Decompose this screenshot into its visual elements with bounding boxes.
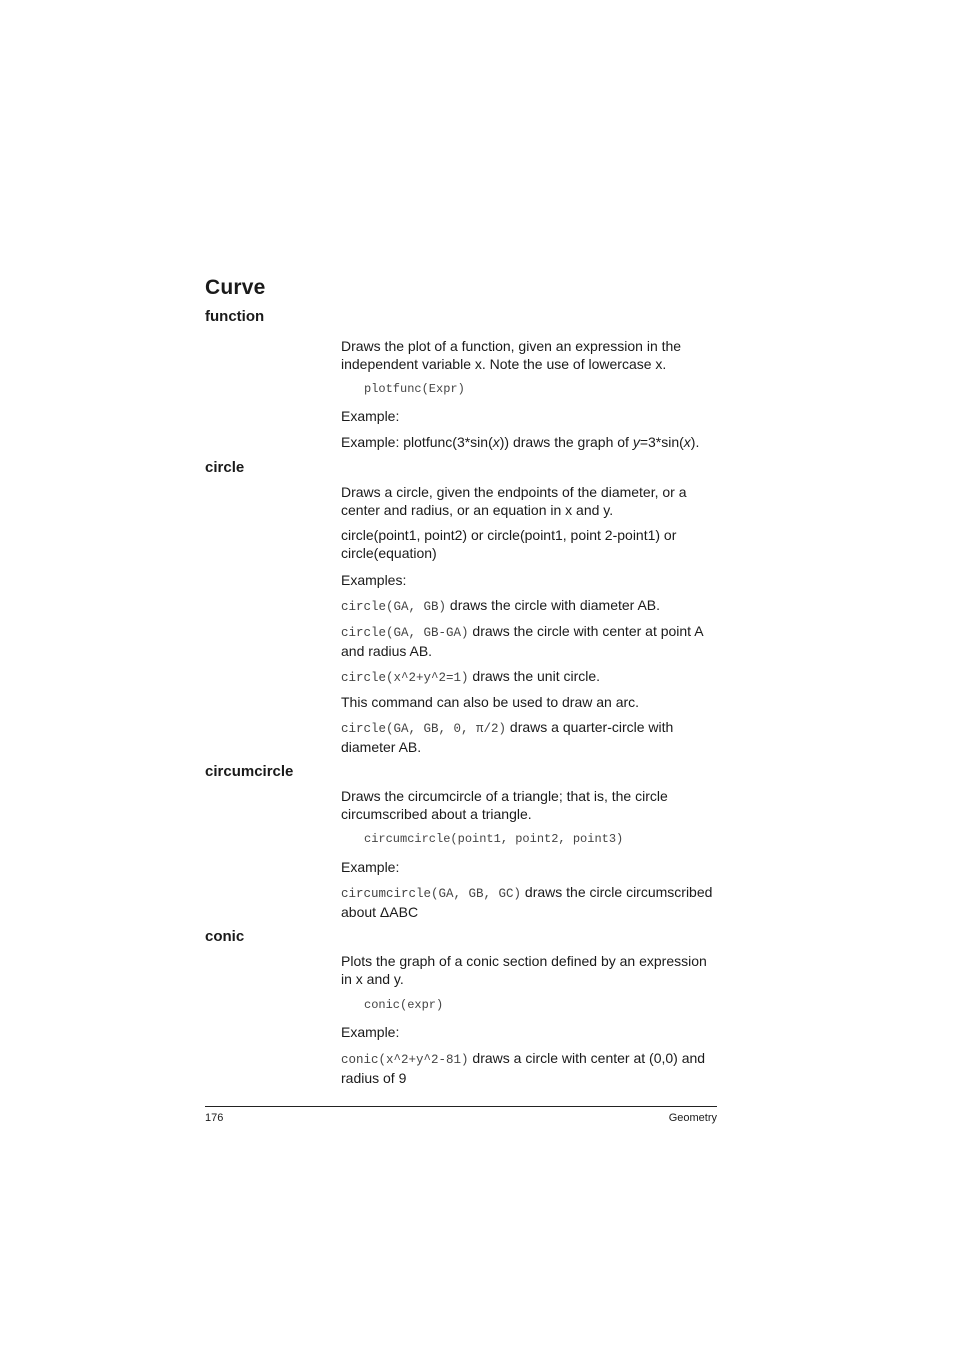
conic-example: conic(x^2+y^2-81) draws a circle with center at (0,0) and radius of 9	[341, 1050, 706, 1086]
circumcircle-description: Draws the circumcircle of a triangle; that is, the circle circumscribed about a triangle.	[341, 788, 668, 822]
chapter-name: Geometry	[668, 1112, 717, 1124]
circumcircle-syntax: circumcircle(point1, point2, point3)	[364, 832, 624, 846]
function-example: Example: plotfunc(3*sin(x)) draws the graph of y=3*sin(x).	[341, 434, 700, 450]
heading-conic: conic	[205, 928, 245, 945]
circle-example-3: circle(x^2+y^2=1) draws the unit circle.	[341, 668, 601, 685]
function-example-label: Example:	[341, 408, 400, 424]
function-description: Draws the plot of a function, given an expression in the independent variable x. Note the use of lowercase x.	[341, 338, 682, 372]
footer-rule	[205, 1106, 717, 1107]
section-title: Curve	[205, 276, 266, 299]
circle-description: Draws a circle, given the endpoints of the diameter, or a center and radius, or an equation in x and y.	[341, 484, 687, 518]
conic-example-label: Example:	[341, 1024, 400, 1040]
page-number: 176	[205, 1112, 224, 1124]
function-syntax: plotfunc(Expr)	[364, 382, 465, 396]
conic-syntax: conic(expr)	[364, 998, 444, 1012]
circle-arc-note: This command can also be used to draw an arc.	[341, 694, 640, 710]
circle-example-2: circle(GA, GB-GA) draws the circle with center at point A and radius AB.	[341, 623, 703, 659]
circle-examples-label: Examples:	[341, 572, 407, 588]
circumcircle-example-label: Example:	[341, 859, 400, 875]
circle-example-4: circle(GA, GB, 0, π/2) draws a quarter-circle with diameter AB.	[341, 719, 674, 755]
heading-circumcircle: circumcircle	[205, 763, 294, 780]
heading-function: function	[205, 308, 265, 325]
circumcircle-example: circumcircle(GA, GB, GC) draws the circle circumscribed about ΔABC	[341, 884, 713, 920]
heading-circle: circle	[205, 459, 245, 476]
conic-description: Plots the graph of a conic section defined by an expression in x and y.	[341, 953, 707, 987]
circle-syntax: circle(point1, point2) or circle(point1, point 2-point1) or circle(equation)	[341, 527, 677, 561]
circle-example-1: circle(GA, GB) draws the circle with diameter AB.	[341, 597, 661, 614]
